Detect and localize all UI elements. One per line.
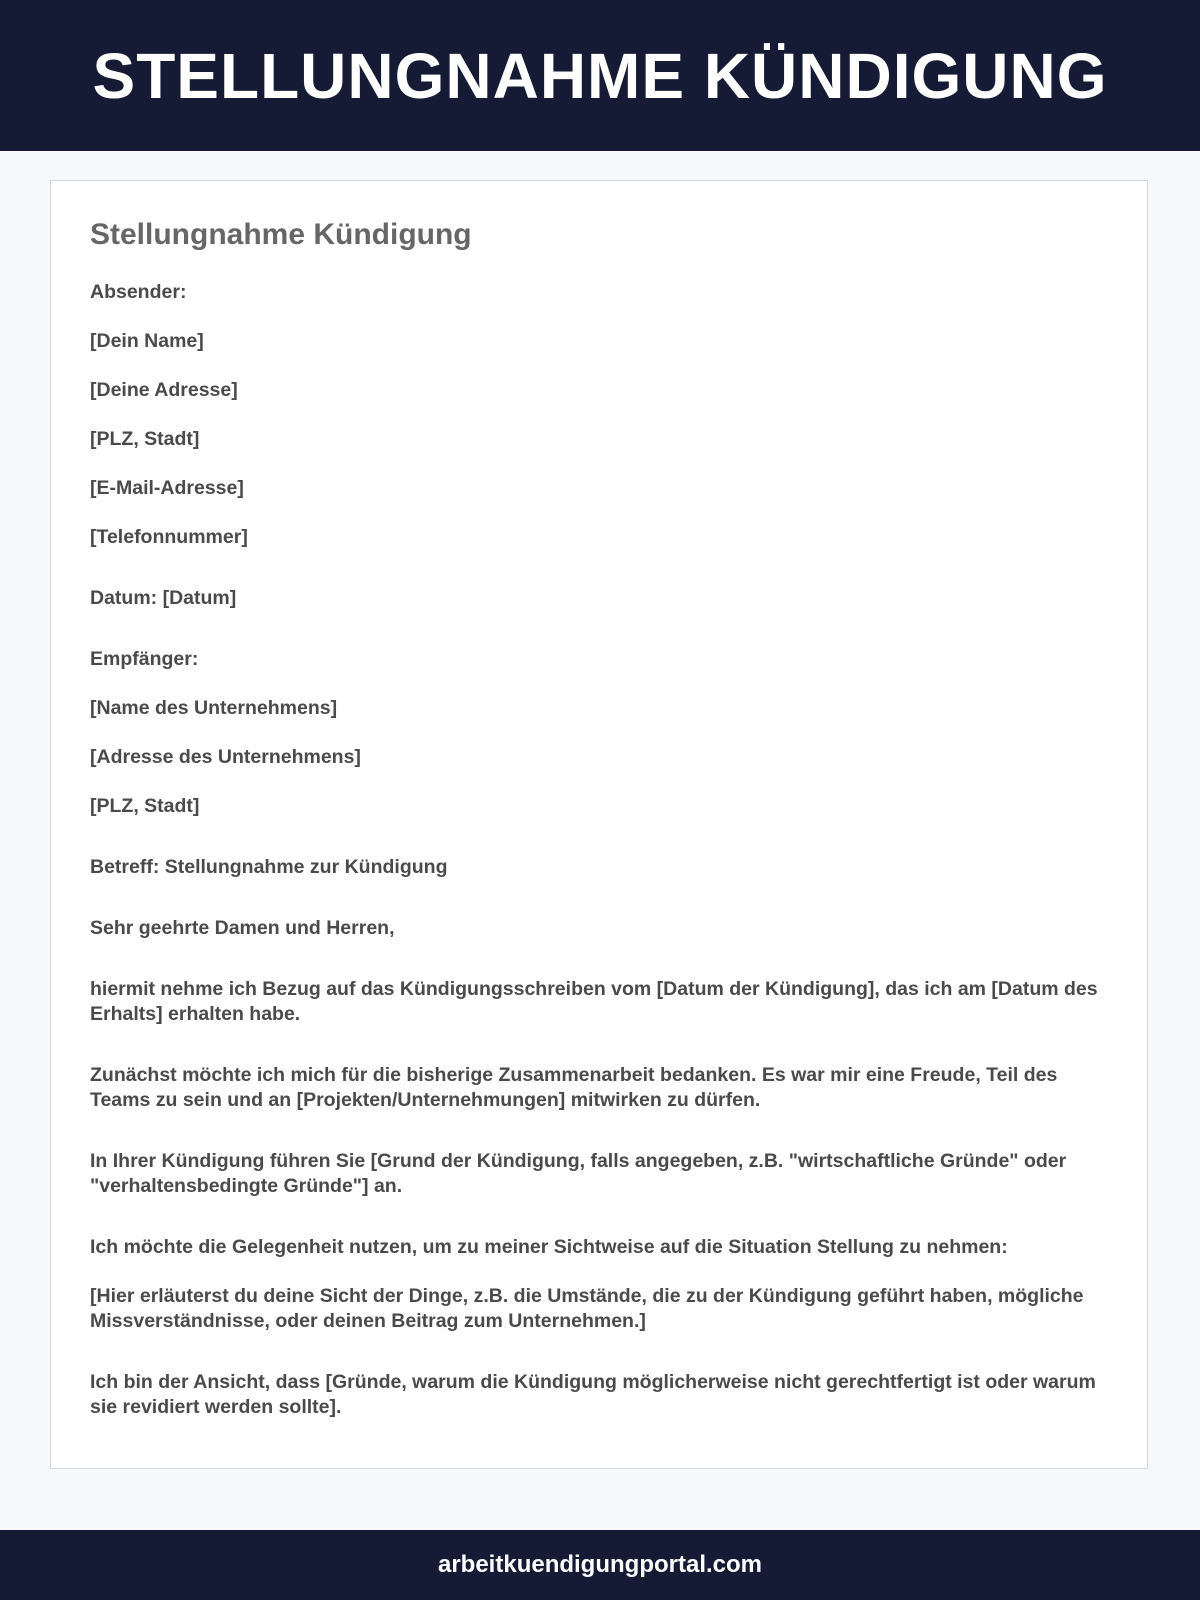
letter-paragraph: Ich möchte die Gelegenheit nutzen, um zu meiner Sichtweise auf die Situation Stellung zu nehmen:: [90, 1236, 1008, 1258]
letter-subject: Betreff: Stellungnahme zur Kündigung: [90, 856, 448, 878]
recipient-address: [Adresse des Unternehmens]: [90, 746, 361, 768]
letter-paragraph: Ich bin der Ansicht, dass [Gründe, warum die Kündigung möglicherweise nicht gerechtfertigt ist oder warum sie revidiert werden sollte].: [90, 1371, 1096, 1418]
page-footer: [0, 1530, 1200, 1600]
recipient-city: [PLZ, Stadt]: [90, 795, 200, 817]
document-title: Stellungnahme Kündigung: [90, 218, 472, 251]
letter-paragraph: In Ihrer Kündigung führen Sie [Grund der Kündigung, falls angegeben, z.B. "wirtschaftliche Gründe" oder "verhaltensbedingte Gründe"] an.: [90, 1150, 1067, 1197]
sender-email: [E-Mail-Adresse]: [90, 477, 244, 499]
sender-label: Absender:: [90, 281, 187, 303]
page-header: [0, 0, 1200, 151]
letter-paragraph: hiermit nehme ich Bezug auf das Kündigungsschreiben vom [Datum der Kündigung], das ich am [Datum des Erhalts] erhalten habe.: [90, 978, 1098, 1025]
letter-paragraph: [Hier erläuterst du deine Sicht der Dinge, z.B. die Umstände, die zu der Kündigung geführt haben, mögliche Missverständnisse, oder deinen Beitrag zum Unternehmen.]: [90, 1285, 1084, 1332]
sender-city: [PLZ, Stadt]: [90, 428, 200, 450]
recipient-company: [Name des Unternehmens]: [90, 697, 338, 719]
sender-phone: [Telefonnummer]: [90, 526, 248, 548]
footer-domain-link[interactable]: arbeitkuendigungportal.com: [437, 1551, 763, 1578]
sender-name: [Dein Name]: [90, 330, 204, 352]
letter-paragraph: Zunächst möchte ich mich für die bisherige Zusammenarbeit bedanken. Es war mir eine Freude, Teil des Teams zu sein und an [Projekten/Unternehmungen] mitwirken zu dürfen.: [90, 1064, 1058, 1111]
recipient-label: Empfänger:: [90, 648, 199, 670]
sender-address: [Deine Adresse]: [90, 379, 238, 401]
document-card: [50, 180, 1148, 1469]
header-title: STELLUNGNAHME KÜNDIGUNG: [92, 39, 1108, 112]
letter-date: Datum: [Datum]: [90, 587, 237, 609]
letter-salutation: Sehr geehrte Damen und Herren,: [90, 917, 395, 939]
